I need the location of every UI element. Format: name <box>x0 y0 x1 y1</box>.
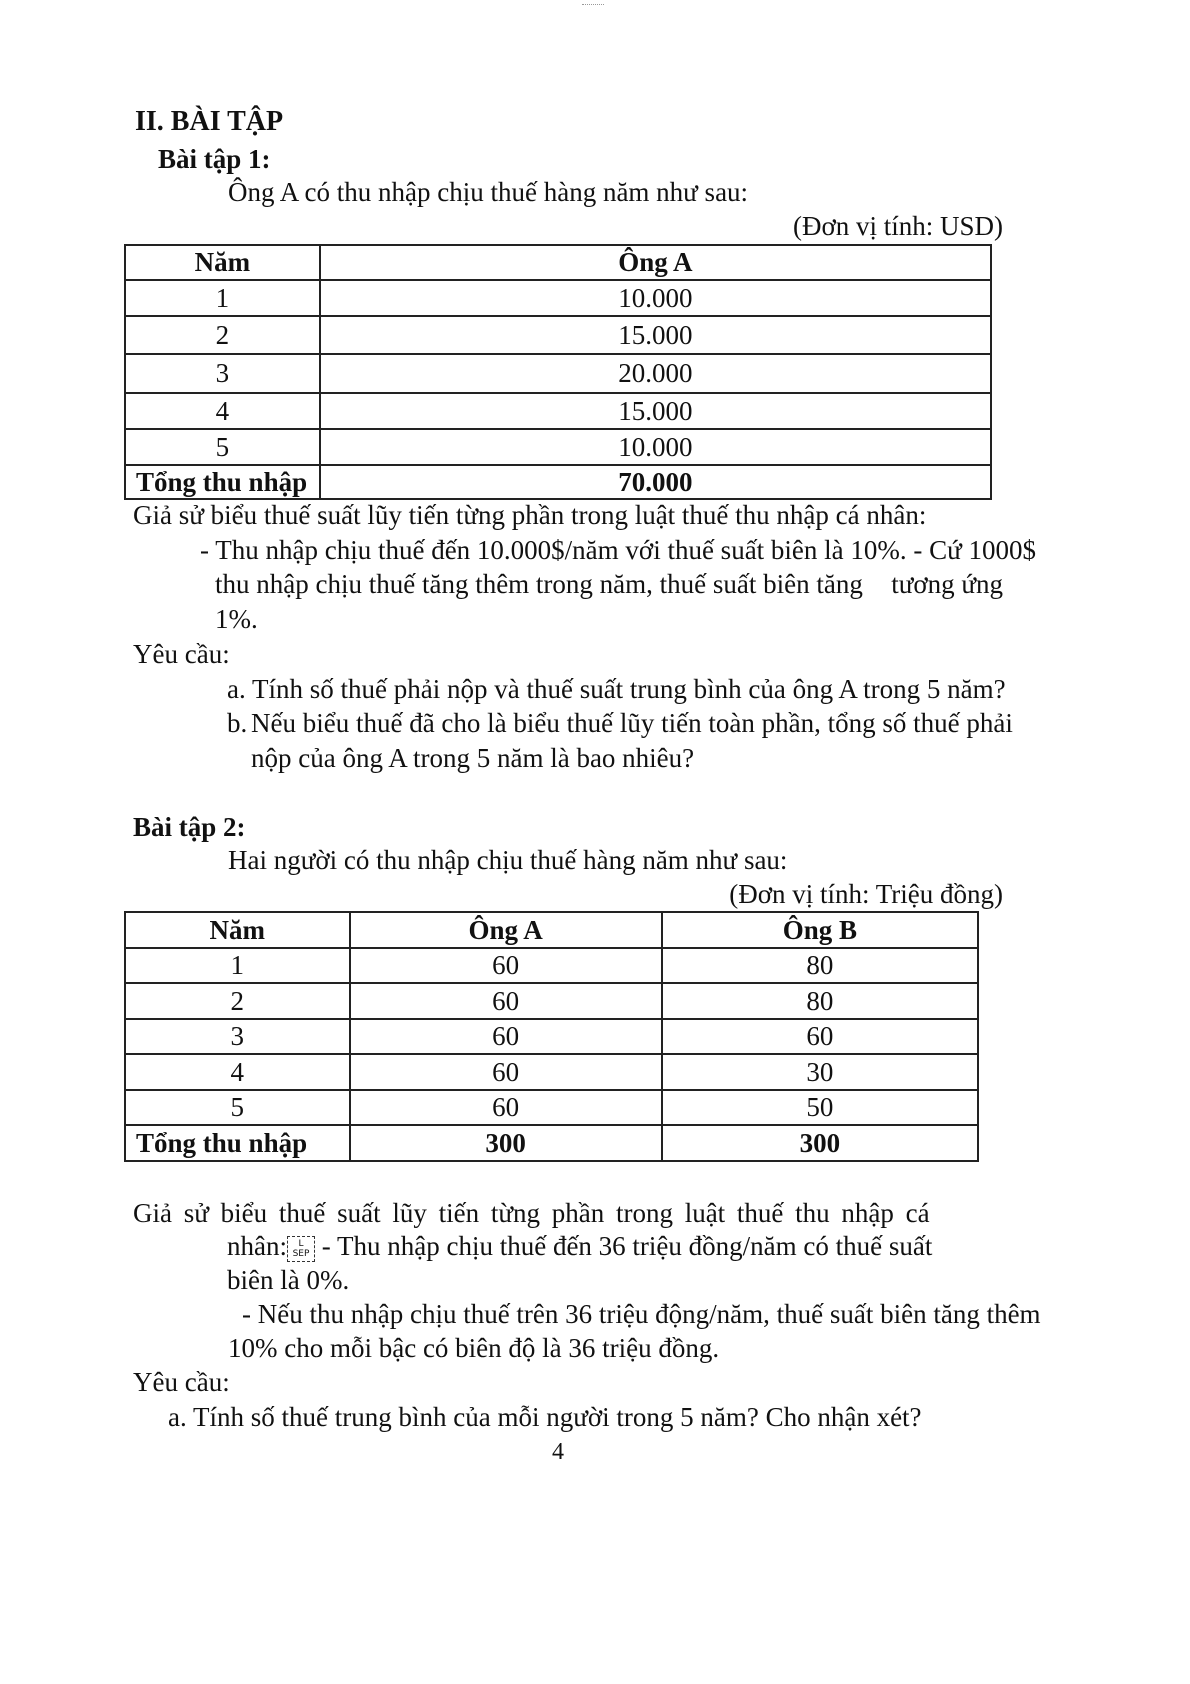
ex2-assume-cont-line <box>227 1230 932 1262</box>
table-row <box>125 429 991 465</box>
table-cell: 10.000 <box>320 280 991 316</box>
table-cell: 3 <box>125 1019 350 1054</box>
table-row <box>125 280 991 316</box>
table-cell: 1 <box>125 280 320 316</box>
ex2-assume-cont: nhân: <box>227 1231 287 1261</box>
table-cell: 80 <box>662 948 978 983</box>
header-mark <box>582 4 604 8</box>
table-cell: 30 <box>662 1054 978 1090</box>
table-cell: 80 <box>662 983 978 1019</box>
page-number: 4 <box>552 1439 564 1465</box>
section-heading: II. BÀI TẬP <box>135 106 284 137</box>
table-cell: 60 <box>350 1054 662 1090</box>
table-row <box>125 393 991 429</box>
table-cell: 15.000 <box>320 316 991 354</box>
ex1-req-b-line2: nộp của ông A trong 5 năm là bao nhiêu? <box>251 743 695 773</box>
ex1-table <box>124 244 992 500</box>
table-total-row <box>125 1125 978 1161</box>
ex2-req-label: Yêu cầu: <box>133 1367 230 1397</box>
table-cell: 50 <box>662 1090 978 1125</box>
ex1-rule-line2b: tương ứng <box>891 569 1003 599</box>
header-cell: Năm <box>125 245 320 280</box>
ex1-rule-line2a: thu nhập chịu thuế tăng thêm trong năm, thuế suất biên tăng <box>215 569 863 599</box>
header-cell: Ông A <box>320 245 991 280</box>
table-cell: 1 <box>125 948 350 983</box>
table-cell: 4 <box>125 393 320 429</box>
table-cell: 5 <box>125 1090 350 1125</box>
ex1-req-b-marker: b. <box>227 708 248 738</box>
table-cell: 2 <box>125 983 350 1019</box>
table-row <box>125 1019 978 1054</box>
ex1-rule-line1: - Thu nhập chịu thuế đến 10.000$/năm với thuế suất biên là 10%. - Cứ 1000$ <box>200 535 1037 565</box>
separator-glyph-icon: L SEP <box>287 1236 315 1262</box>
ex2-assume: Giả sử biểu thuế suất lũy tiến từng phần trong luật thuế thu nhập cá <box>133 1198 930 1228</box>
table-row <box>125 983 978 1019</box>
ex2-req-a: a. Tính số thuế trung bình của mỗi người trong 5 năm? Cho nhận xét? <box>168 1402 922 1432</box>
table-cell: 20.000 <box>320 354 991 393</box>
total-value: 300 <box>662 1125 978 1161</box>
header-cell: Năm <box>125 912 350 948</box>
header-cell: Ông A <box>350 912 662 948</box>
total-value: 70.000 <box>320 465 991 499</box>
table-row <box>125 1090 978 1125</box>
ex2-rule1-b: biên là 0%. <box>227 1265 350 1295</box>
table-cell: 2 <box>125 316 320 354</box>
table-row <box>125 1054 978 1090</box>
table-header-row <box>125 245 991 280</box>
table-cell: 60 <box>662 1019 978 1054</box>
ex1-req-a: a. Tính số thuế phải nộp và thuế suất trung bình của ông A trong 5 năm? <box>227 674 1006 704</box>
ex2-rule2-a: - Nếu thu nhập chịu thuế trên 36 triệu động/năm, thuế suất biên tăng thêm <box>242 1299 1041 1329</box>
table-row <box>125 354 991 393</box>
table-cell: 60 <box>350 1019 662 1054</box>
table-row <box>125 316 991 354</box>
table-cell: 60 <box>350 983 662 1019</box>
table-row <box>125 948 978 983</box>
ex1-unit: (Đơn vị tính: USD) <box>792 211 1003 241</box>
ex2-rule1-a: - Thu nhập chịu thuế đến 36 triệu đồng/năm có thuế suất <box>321 1231 933 1261</box>
table-total-row <box>125 465 991 499</box>
ex1-assume: Giả sử biểu thuế suất lũy tiến từng phần trong luật thuế thu nhập cá nhân: <box>133 500 927 530</box>
table-cell: 5 <box>125 429 320 465</box>
table-cell: 3 <box>125 354 320 393</box>
table-header-row <box>125 912 978 948</box>
table-cell: 4 <box>125 1054 350 1090</box>
total-label: Tổng thu nhập <box>125 1125 350 1161</box>
ex1-title: Bài tập 1: <box>158 144 271 174</box>
ex1-rule-line3: 1%. <box>215 604 258 634</box>
total-value: 300 <box>350 1125 662 1161</box>
ex2-unit: (Đơn vị tính: Triệu đồng) <box>729 879 1003 909</box>
header-cell: Ông B <box>662 912 978 948</box>
ex2-rule2-b: 10% cho mỗi bậc có biên độ là 36 triệu đồng. <box>228 1333 720 1363</box>
ex2-intro: Hai người có thu nhập chịu thuế hàng năm như sau: <box>228 845 788 875</box>
table-cell: 60 <box>350 1090 662 1125</box>
ex2-table <box>124 911 979 1162</box>
total-label: Tổng thu nhập <box>125 465 320 499</box>
ex1-intro: Ông A có thu nhập chịu thuế hàng năm như sau: <box>228 177 749 207</box>
table-cell: 10.000 <box>320 429 991 465</box>
ex1-req-b-line1: Nếu biểu thuế đã cho là biểu thuế lũy tiến toàn phần, tổng số thuế phải <box>251 708 1013 738</box>
table-cell: 15.000 <box>320 393 991 429</box>
table-cell: 60 <box>350 948 662 983</box>
ex2-title: Bài tập 2: <box>133 812 246 842</box>
ex1-req-label: Yêu cầu: <box>133 639 230 669</box>
